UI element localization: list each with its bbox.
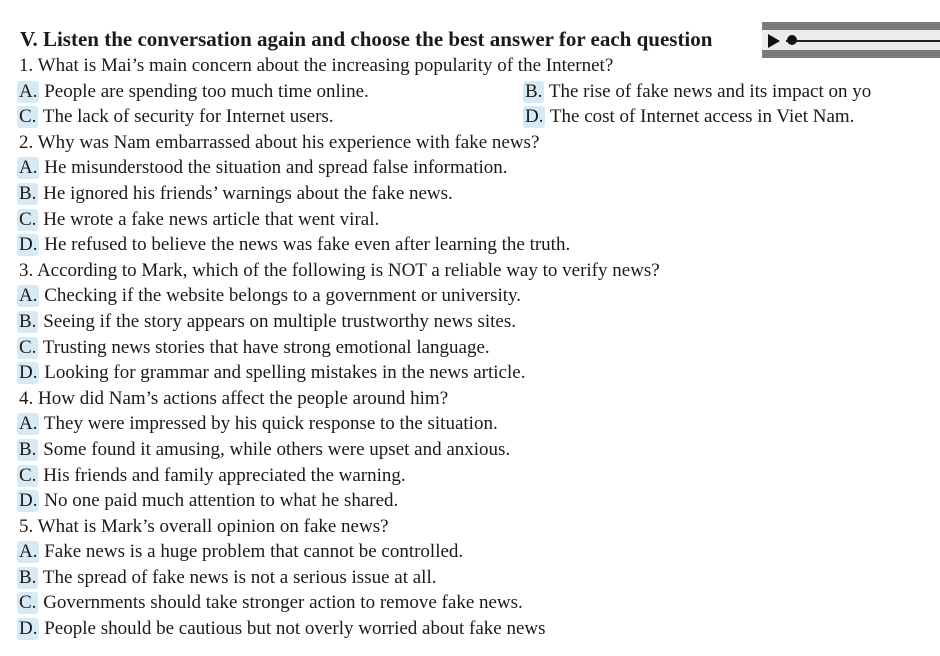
option-letter: D. [19,618,38,640]
option-letter: D. [19,362,38,384]
option-5b[interactable] [17,565,436,591]
options-row [0,360,940,386]
option-text: He ignored his friends’ warnings about the fake news. [43,182,453,204]
option-letter: C. [19,106,37,128]
option-1d[interactable] [523,104,854,130]
option-3c[interactable] [17,335,490,361]
options-row [0,335,940,361]
option-text: Governments should take stronger action to remove fake news. [43,592,523,614]
option-letter: B. [19,566,37,588]
options-row [0,411,940,437]
option-letter: B. [19,310,37,332]
option-text: Trusting news stories that have strong emotional language. [42,336,490,358]
option-2d[interactable] [17,232,570,258]
option-text: People should be cautious but not overly worried about fake news [44,618,546,640]
option-letter: B. [19,438,37,460]
options-row [0,565,940,591]
option-text: The lack of security for Internet users. [42,106,334,128]
option-letter: C. [19,464,37,486]
option-5d[interactable] [17,616,546,642]
option-letter: D. [525,106,544,128]
option-text: Seeing if the story appears on multiple trustworthy news sites. [43,310,516,332]
option-text: He misunderstood the situation and spread false information. [44,157,508,179]
option-letter: B. [19,182,37,204]
option-letter: A. [19,413,38,435]
option-1c[interactable] [17,104,334,130]
option-letter: C. [19,208,37,230]
options-row [0,232,940,258]
option-text: People are spending too much time online. [44,80,369,102]
question-1: 1. What is Mai’s main concern about the increasing popularity of the Internet? [19,55,614,76]
audio-progress-track[interactable] [786,40,940,42]
option-4b[interactable] [17,437,510,463]
options-row [0,181,940,207]
option-letter: C. [19,592,37,614]
option-letter: A. [19,80,38,102]
option-text: His friends and family appreciated the warning. [43,464,406,486]
option-4d[interactable] [17,488,398,514]
options-row [0,283,940,309]
option-letter: A. [19,541,38,563]
option-text: They were impressed by his quick response to the situation. [43,413,498,435]
exercise-heading: V. Listen the conversation again and choose the best answer for each question [20,27,713,51]
option-text: The spread of fake news is not a serious issue at all. [42,566,437,588]
option-letter: A. [19,157,38,179]
option-1a[interactable] [17,79,369,105]
question-3: 3. According to Mark, which of the following is NOT a reliable way to verify news? [19,259,660,281]
option-3d[interactable] [17,360,525,386]
question-5: 5. What is Mark’s overall opinion on fake news? [19,515,389,537]
option-letter: D. [19,234,38,256]
option-4a[interactable] [17,411,498,437]
option-3b[interactable] [17,309,516,335]
option-2b[interactable] [17,181,453,207]
option-text: The cost of Internet access in Viet Nam. [549,106,855,128]
options-row [0,616,940,642]
option-4c[interactable] [17,463,406,489]
option-text: No one paid much attention to what he shared. [44,490,399,512]
audio-progress-knob[interactable] [787,35,797,45]
options-row-1cd [0,104,940,130]
options-row [0,590,940,616]
question-4: 4. How did Nam’s actions affect the people around him? [19,387,449,409]
options-row [0,207,940,233]
options-row [0,309,940,335]
option-text: Fake news is a huge problem that cannot be controlled. [44,541,464,563]
option-5c[interactable] [17,590,523,616]
option-letter: D. [19,490,38,512]
options-row [0,488,940,514]
option-5a[interactable] [17,539,463,565]
option-1b[interactable] [523,79,871,105]
option-text: Checking if the website belongs to a government or university. [44,285,522,307]
question-list [0,53,940,642]
option-text: Some found it amusing, while others were upset and anxious. [43,438,511,460]
option-3a[interactable] [17,283,521,309]
options-row [0,437,940,463]
option-2a[interactable] [17,155,508,181]
option-text: The rise of fake news and its impact on yo [548,80,872,102]
option-text: He refused to believe the news was fake even after learning the truth. [44,234,571,256]
option-letter: B. [525,80,543,102]
options-row-1ab [0,79,940,105]
options-row [0,155,940,181]
audio-player-bar [762,30,940,50]
option-letter: A. [19,285,38,307]
option-text: Looking for grammar and spelling mistakes in the news article. [44,362,526,384]
play-icon[interactable] [768,34,780,48]
question-2: 2. Why was Nam embarrassed about his experience with fake news? [19,131,540,153]
option-text: He wrote a fake news article that went viral. [43,208,380,230]
options-row [0,463,940,489]
options-row [0,539,940,565]
option-2c[interactable] [17,207,379,233]
option-letter: C. [19,336,37,358]
